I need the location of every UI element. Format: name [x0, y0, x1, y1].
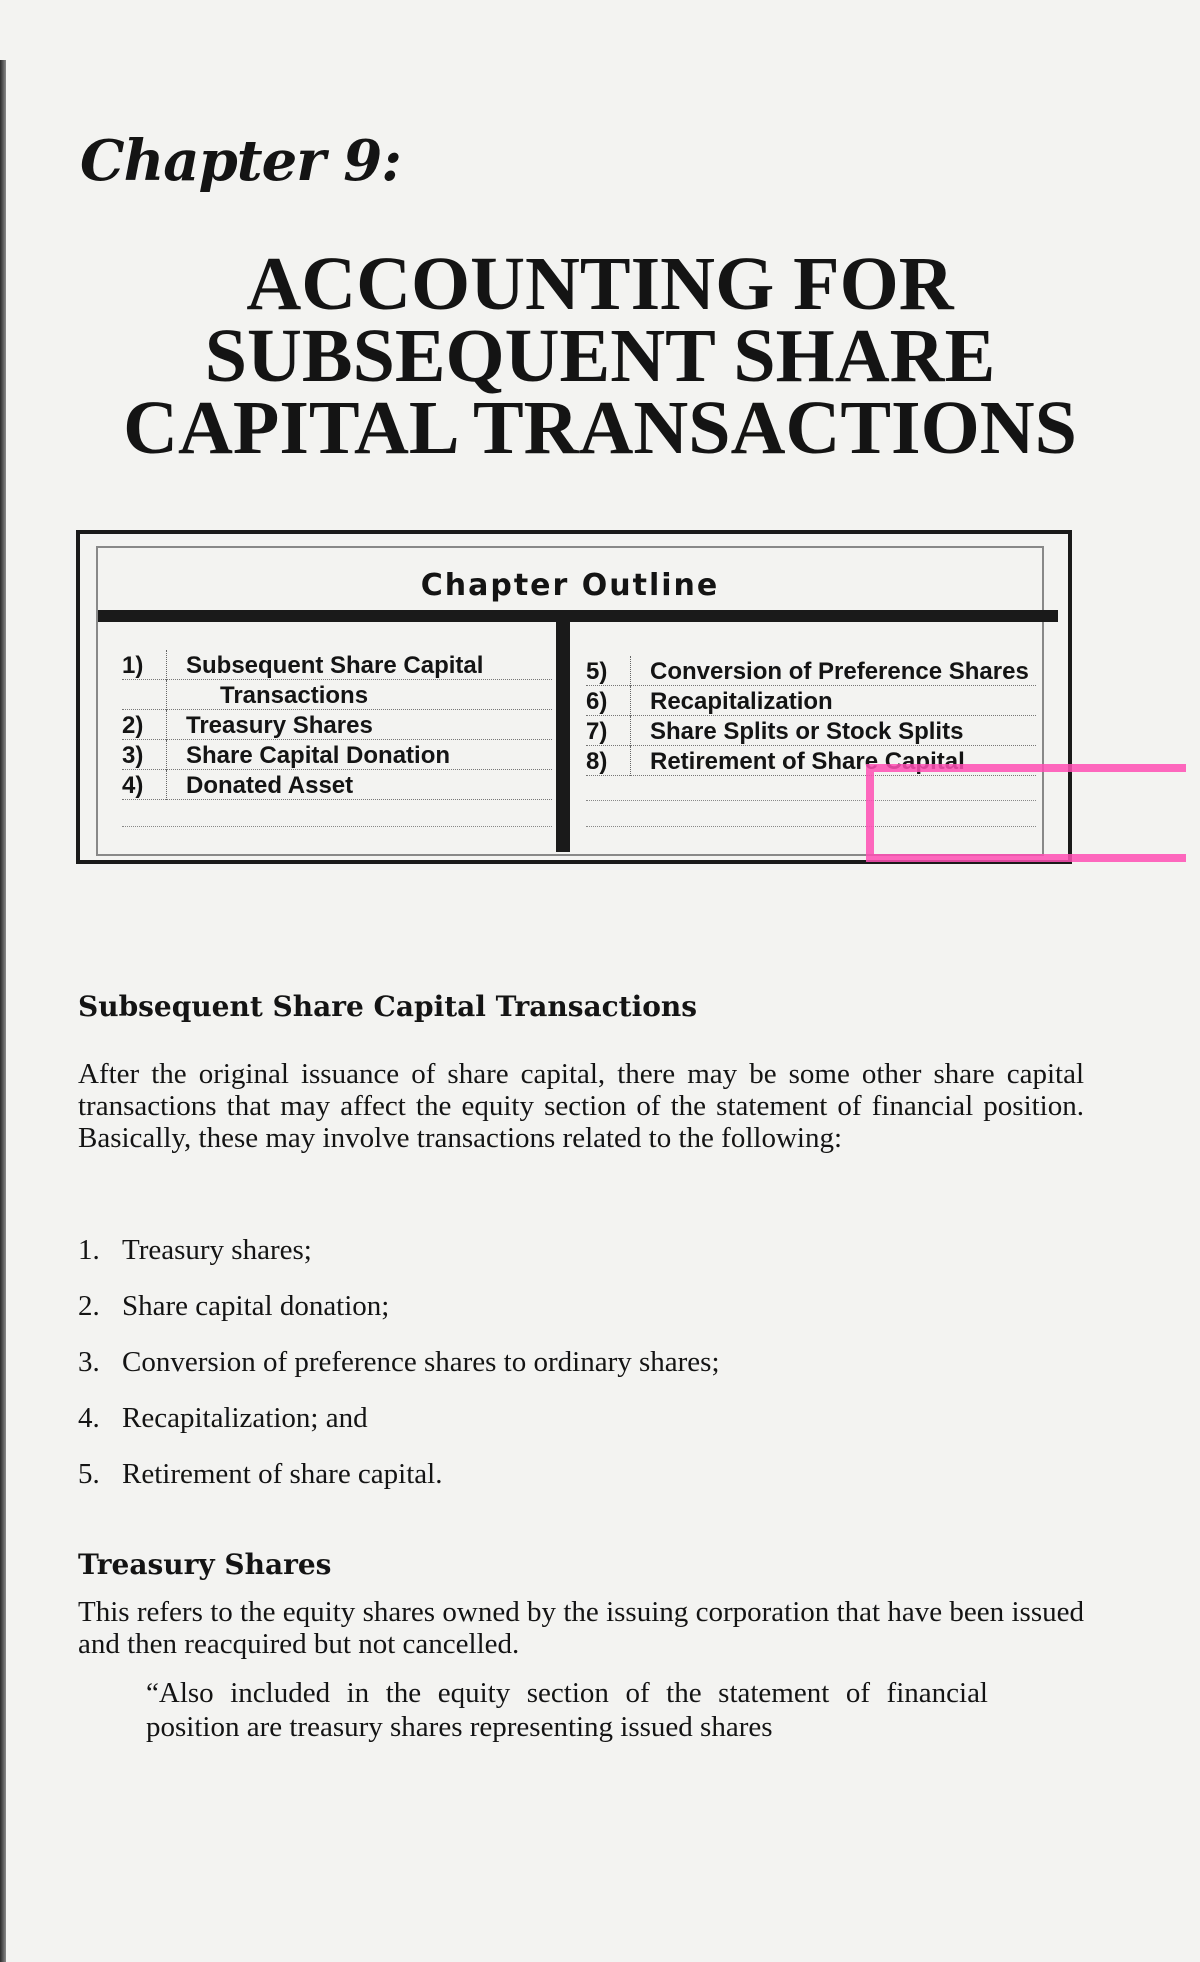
transaction-list	[78, 1222, 978, 1502]
section-paragraph: After the original issuance of share capital, there may be some other share capital transactions that may affect the equity section of the statement of financial position. Basically, these may involve transactions related to the following:	[78, 1058, 1084, 1154]
outline-item-number: 4)	[122, 772, 144, 799]
chapter-outline-heading: Chapter Outline	[420, 568, 720, 603]
list-item	[78, 1334, 978, 1390]
list-item-number: 1.	[78, 1234, 100, 1266]
outline-item-text: Conversion of Preference Shares	[650, 658, 1029, 685]
list-item	[78, 1446, 978, 1502]
outline-item-separator	[166, 770, 167, 800]
outline-heading-rule	[98, 610, 1058, 622]
outline-item	[122, 772, 552, 800]
outline-item-number: 1)	[122, 652, 144, 679]
list-item-number: 3.	[78, 1346, 100, 1378]
outline-item-separator	[166, 740, 167, 770]
outline-item-separator	[166, 710, 167, 740]
chapter-title	[100, 242, 1100, 470]
chapter-title-line: ACCOUNTING FOR	[246, 242, 954, 326]
list-item-number: 2.	[78, 1290, 100, 1322]
list-item-number: 5.	[78, 1458, 100, 1490]
outline-item-number: 8)	[586, 748, 608, 775]
list-item-text: Conversion of preference shares to ordinary shares;	[122, 1346, 720, 1378]
list-item	[78, 1222, 978, 1278]
list-item-text: Treasury shares;	[122, 1234, 312, 1266]
list-item-text: Share capital donation;	[122, 1290, 390, 1322]
outline-item	[122, 682, 552, 710]
outline-item-separator	[630, 716, 631, 746]
outline-item-text: Share Capital Donation	[186, 742, 451, 769]
outline-item-separator	[630, 686, 631, 716]
outline-item	[586, 658, 1036, 686]
list-item	[78, 1390, 978, 1446]
outline-item-separator	[630, 656, 631, 686]
section-paragraph: This refers to the equity shares owned by the issuing corporation that have been issued and then reacquired but not cancelled.	[78, 1596, 1084, 1660]
outline-item-text: Subsequent Share Capital	[186, 652, 484, 679]
page-binding-edge	[0, 60, 6, 1962]
outline-item-text: Donated Asset	[186, 772, 354, 799]
list-item-text: Retirement of share capital.	[122, 1458, 443, 1490]
list-item	[78, 1278, 978, 1334]
outline-item-separator	[166, 650, 167, 680]
outline-item	[122, 652, 552, 680]
outline-item	[122, 742, 552, 770]
outline-item-number: 3)	[122, 742, 144, 769]
outline-item-text: Retirement of Share Capital	[650, 748, 965, 775]
outline-item-number: 7)	[586, 718, 608, 745]
section-heading: Subsequent Share Capital Transactions	[78, 990, 698, 1023]
outline-item-number: 6)	[586, 688, 608, 715]
chapter-title-line: SUBSEQUENT SHARE	[204, 314, 996, 398]
outline-item	[122, 712, 552, 740]
outline-item	[586, 688, 1036, 716]
outline-item-number: 5)	[586, 658, 608, 685]
outline-item-number: 2)	[122, 712, 144, 739]
outline-item-separator	[630, 746, 631, 776]
outline-item-separator	[166, 680, 167, 710]
outline-item-text: Share Splits or Stock Splits	[650, 718, 964, 745]
pink-highlighter-mark	[866, 764, 1186, 862]
outline-item-text: Transactions	[220, 682, 369, 709]
list-item-number: 4.	[78, 1402, 100, 1434]
quoted-passage: “Also included in the equity section of the statement of financial position are treasury shares representing issued shares	[146, 1677, 988, 1743]
chapter-title-line: CAPITAL TRANSACTIONS	[123, 386, 1077, 470]
outline-column-divider	[556, 620, 570, 852]
outline-item	[586, 718, 1036, 746]
list-item-text: Recapitalization; and	[122, 1402, 368, 1434]
outline-item-text: Recapitalization	[650, 688, 833, 715]
chapter-label: Chapter 9:	[80, 128, 401, 194]
outline-blank-line	[122, 826, 552, 827]
section-heading: Treasury Shares	[78, 1548, 332, 1581]
outline-item-text: Treasury Shares	[186, 712, 373, 739]
